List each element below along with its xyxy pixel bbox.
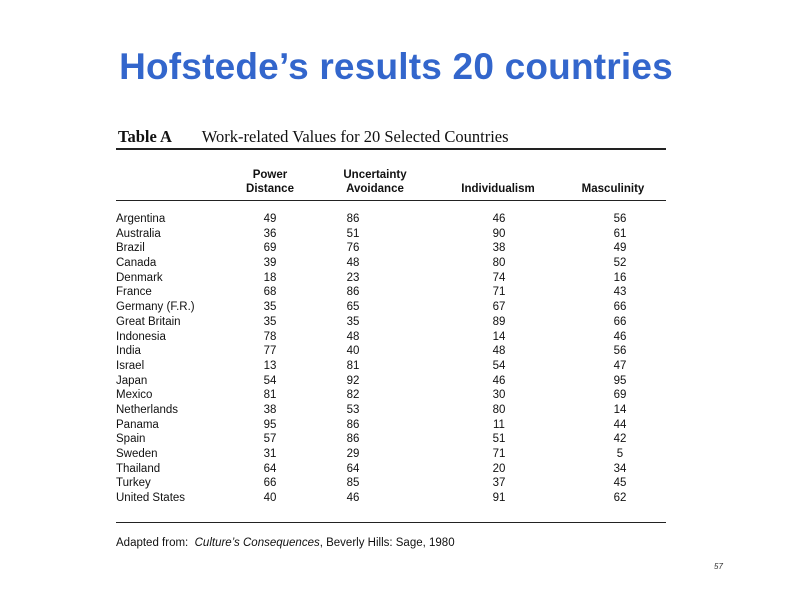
header-masculinity: Masculinity (581, 183, 645, 195)
table-row (0, 359, 792, 374)
country-cell: Israel (116, 359, 145, 372)
power-distance-cell: 69 (263, 242, 277, 255)
source-note (116, 537, 455, 549)
masculinity-cell: 5 (616, 448, 624, 460)
table-caption (118, 127, 509, 147)
source-prefix: Adapted from: (116, 537, 189, 549)
table-row (0, 432, 792, 447)
masculinity-cell: 56 (613, 213, 627, 225)
header-uncertainty-line1: Uncertainty (343, 169, 407, 181)
uncertainty-avoidance-cell: 65 (346, 301, 360, 314)
masculinity-cell: 49 (613, 242, 627, 255)
masculinity-cell: 61 (613, 227, 627, 240)
power-distance-cell: 54 (263, 374, 277, 387)
power-distance-cell: 78 (263, 330, 277, 343)
power-distance-cell: 35 (263, 301, 277, 314)
individualism-cell: 20 (492, 462, 506, 475)
uncertainty-avoidance-cell: 29 (346, 448, 360, 460)
masculinity-cell: 45 (613, 477, 627, 490)
power-distance-cell: 36 (263, 227, 277, 240)
power-distance-cell: 40 (263, 492, 277, 505)
uncertainty-avoidance-cell: 48 (346, 330, 360, 343)
power-distance-cell: 57 (263, 433, 277, 446)
header-power-distance-line2: Distance (246, 183, 294, 195)
power-distance-cell: 66 (263, 477, 277, 490)
table-row (0, 300, 792, 315)
masculinity-cell: 44 (613, 418, 627, 431)
header-power-distance-line1: Power (252, 169, 288, 181)
country-cell: Argentina (116, 213, 166, 225)
country-cell: Brazil (116, 242, 145, 255)
header-individualism: Individualism (461, 183, 535, 195)
uncertainty-avoidance-cell: 86 (346, 213, 360, 225)
country-cell: Japan (116, 374, 148, 387)
header-uncertainty-line2: Avoidance (346, 183, 404, 195)
individualism-cell: 46 (492, 374, 506, 387)
masculinity-cell: 52 (613, 257, 627, 270)
country-cell: Panama (116, 418, 159, 431)
uncertainty-avoidance-cell: 82 (346, 389, 360, 402)
individualism-cell: 71 (492, 448, 506, 460)
slide-title: Hofstede’s results 20 countries (119, 46, 673, 87)
uncertainty-avoidance-cell: 53 (346, 403, 360, 416)
individualism-cell: 48 (492, 345, 506, 358)
masculinity-cell: 66 (613, 315, 627, 328)
individualism-cell: 80 (492, 257, 506, 270)
table-row (0, 462, 792, 477)
table-row (0, 344, 792, 359)
power-distance-cell: 39 (263, 257, 277, 270)
masculinity-cell: 46 (613, 330, 627, 343)
table-row (0, 241, 792, 256)
uncertainty-avoidance-cell: 51 (346, 227, 360, 240)
uncertainty-avoidance-cell: 40 (346, 345, 360, 358)
individualism-cell: 46 (492, 213, 506, 225)
masculinity-cell: 62 (613, 492, 627, 505)
masculinity-cell: 95 (613, 374, 627, 387)
individualism-cell: 38 (492, 242, 506, 255)
country-cell: Turkey (116, 477, 151, 490)
individualism-cell: 71 (492, 286, 506, 299)
country-cell: Mexico (116, 389, 153, 402)
table-row (0, 476, 792, 491)
country-cell: Netherlands (116, 403, 179, 416)
individualism-cell: 11 (493, 418, 505, 431)
uncertainty-avoidance-cell: 48 (346, 257, 360, 270)
individualism-cell: 74 (492, 271, 506, 284)
power-distance-cell: 18 (263, 271, 277, 284)
power-distance-cell: 31 (263, 448, 277, 460)
uncertainty-avoidance-cell: 86 (346, 286, 360, 299)
table-row (0, 271, 792, 286)
country-cell: Canada (116, 257, 157, 270)
header-rule (116, 200, 666, 201)
masculinity-cell: 14 (613, 403, 627, 416)
individualism-cell: 91 (492, 492, 506, 505)
individualism-cell: 51 (492, 433, 506, 446)
power-distance-cell: 13 (263, 359, 277, 372)
table-label: Table A (118, 127, 172, 146)
uncertainty-avoidance-cell: 85 (346, 477, 360, 490)
masculinity-cell: 42 (613, 433, 627, 446)
table-row (0, 418, 792, 433)
table-row (0, 374, 792, 389)
country-cell: Spain (116, 433, 146, 446)
table-row (0, 388, 792, 403)
table-row (0, 212, 792, 227)
country-cell: Denmark (116, 271, 163, 284)
power-distance-cell: 81 (263, 389, 277, 402)
masculinity-cell: 66 (613, 301, 627, 314)
uncertainty-avoidance-cell: 64 (346, 462, 360, 475)
uncertainty-avoidance-cell: 23 (346, 271, 360, 284)
power-distance-cell: 35 (263, 315, 277, 328)
table-caption-text: Work-related Values for 20 Selected Countries (201, 127, 509, 146)
table-row (0, 330, 792, 345)
masculinity-cell: 16 (613, 271, 627, 284)
table-row (0, 403, 792, 418)
table-row (0, 227, 792, 242)
source-suffix: , Beverly Hills: Sage, 1980 (319, 537, 455, 549)
country-cell: France (116, 286, 152, 299)
masculinity-cell: 56 (613, 345, 627, 358)
country-cell: United States (116, 492, 186, 505)
power-distance-cell: 49 (263, 213, 277, 225)
header-uncertainty-avoidance (332, 168, 418, 196)
uncertainty-avoidance-cell: 35 (346, 315, 360, 328)
table-body (0, 212, 792, 506)
table-row (0, 315, 792, 330)
individualism-cell: 37 (492, 477, 506, 490)
table-top-rule (116, 148, 666, 150)
country-cell: Sweden (116, 448, 158, 460)
table-bottom-rule (116, 522, 666, 523)
uncertainty-avoidance-cell: 81 (346, 359, 360, 372)
individualism-cell: 80 (492, 403, 506, 416)
individualism-cell: 14 (492, 330, 506, 343)
source-title: Culture’s Consequences (194, 537, 320, 549)
table-row (0, 491, 792, 506)
uncertainty-avoidance-cell: 86 (346, 433, 360, 446)
country-cell: Thailand (116, 462, 161, 475)
uncertainty-avoidance-cell: 92 (346, 374, 360, 387)
page-number: 57 (714, 562, 723, 571)
country-cell: Australia (116, 227, 161, 240)
uncertainty-avoidance-cell: 76 (346, 242, 360, 255)
country-cell: Germany (F.R.) (116, 301, 195, 314)
individualism-cell: 67 (492, 301, 506, 314)
individualism-cell: 30 (492, 389, 506, 402)
power-distance-cell: 64 (263, 462, 277, 475)
individualism-cell: 54 (492, 359, 506, 372)
country-cell: Great Britain (116, 315, 181, 328)
table-row (0, 285, 792, 300)
table-row (0, 256, 792, 271)
masculinity-cell: 69 (613, 389, 627, 402)
individualism-cell: 89 (492, 315, 506, 328)
power-distance-cell: 95 (263, 418, 277, 431)
header-power-distance (234, 168, 306, 196)
table-row (0, 447, 792, 462)
individualism-cell: 90 (492, 227, 506, 240)
masculinity-cell: 43 (613, 286, 627, 299)
country-cell: Indonesia (116, 330, 166, 343)
uncertainty-avoidance-cell: 46 (346, 492, 360, 505)
masculinity-cell: 34 (613, 462, 627, 475)
power-distance-cell: 68 (263, 286, 277, 299)
power-distance-cell: 38 (263, 403, 277, 416)
masculinity-cell: 47 (613, 359, 627, 372)
power-distance-cell: 77 (263, 345, 277, 358)
uncertainty-avoidance-cell: 86 (346, 418, 360, 431)
country-cell: India (116, 345, 141, 358)
